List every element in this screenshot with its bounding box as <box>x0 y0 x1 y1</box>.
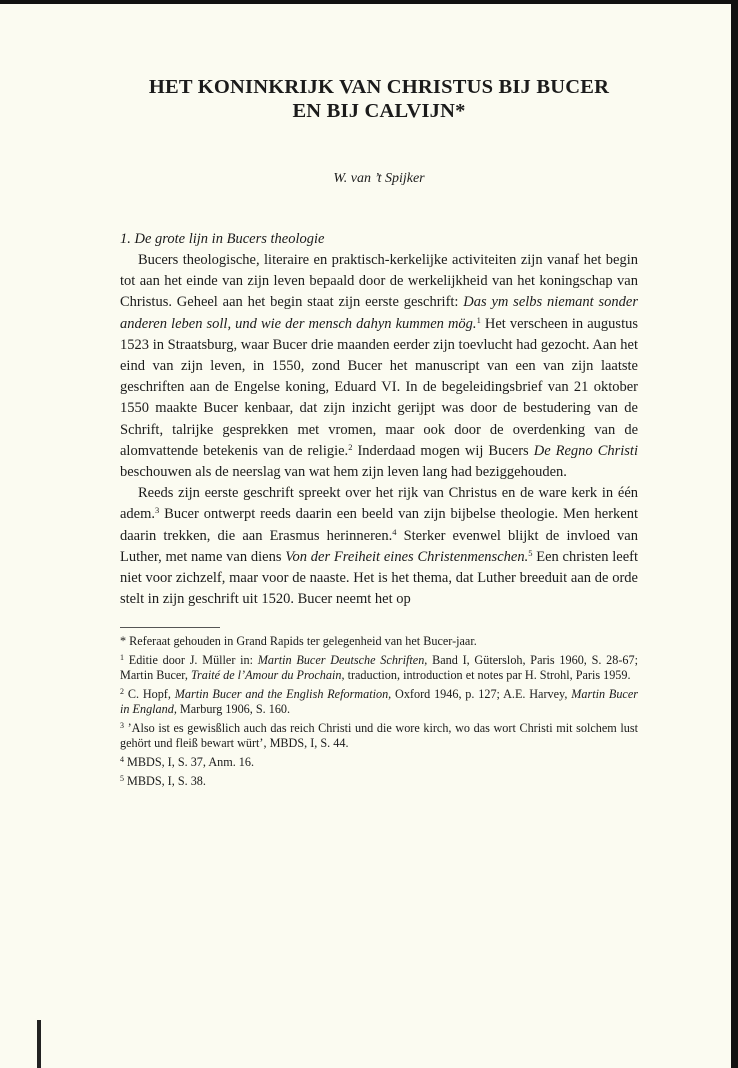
footnote-ref-5[interactable]: 5 <box>528 547 533 558</box>
footnote-2-italic-d: Martin Bucer in England, <box>120 687 638 717</box>
footnotes <box>120 634 638 789</box>
paragraph-1-italic-title-2: De Regno Christi <box>533 442 638 459</box>
article-title <box>120 75 638 123</box>
section-heading: 1. De grote lijn in Bucers theologie <box>120 231 325 247</box>
paragraph-2-text-3: Sterker evenwel blijkt de invloed van Luther, met name van diens <box>120 527 638 565</box>
title-line-1: HET KONINKRIJK VAN CHRISTUS BIJ BUCER <box>148 76 610 98</box>
footnote-1-italic-b: Martin Bucer Deutsche Schriften, <box>257 653 428 668</box>
footnote-2-text-a: C. Hopf, <box>124 687 175 702</box>
footnote-2 <box>120 687 638 717</box>
footnote-2-text-e: Marburg 1906, S. 160. <box>176 702 291 717</box>
footnote-5-text: MBDS, I, S. 38. <box>124 774 206 789</box>
paragraph-2-text-1: Reeds zijn eerste geschrift spreekt over het rijk van Christus en de ware kerk in één adem. <box>120 485 638 523</box>
scan-edge-top <box>0 0 738 4</box>
footnote-2-text-c: Oxford 1946, p. 127; A.E. Harvey, <box>391 687 572 702</box>
footnote-2-mark: 2 <box>120 687 124 697</box>
author: W. van ’t Spijker <box>333 171 425 186</box>
footnote-ref-1[interactable]: 1 <box>476 314 481 325</box>
footnote-3-text: ’Also ist es gewisßlich auch das reich Christi und die wore kirch, wo das wort Christi mit solchem lust gehört und fleiß bewart würt’, MBDS, I, S. 44. <box>120 721 638 751</box>
footnote-1-mark: 1 <box>120 653 124 663</box>
footnote-1-text-a: Editie door J. Müller in: <box>124 653 258 668</box>
footnote-3-mark: 3 <box>120 721 124 731</box>
paragraph-1-text-3: Inderdaad mogen wij Bucers <box>352 442 534 459</box>
footnote-1-text-e: traduction, introduction et notes par H. Strohl, Paris 1959. <box>344 668 631 683</box>
footnote-5-mark: 5 <box>120 774 124 784</box>
paragraph-2-text-4: Een christen leeft niet voor zichzelf, maar voor de naaste. Het is het thema, dat Luther breeduit aan de orde stelt in zijn geschrift uit 1520. Bucer neemt het op <box>120 548 638 608</box>
footnote-5 <box>120 774 638 789</box>
paragraph-2-italic-title: Von der Freiheit eines Christenmenschen. <box>285 548 529 565</box>
title-line-2: EN BIJ CALVIJN* <box>292 100 466 122</box>
paragraph-1-text-1: Bucers theologische, literaire en praktisch-kerkelijke activiteiten zijn vanaf het begin tot aan het einde van zijn leven bepaald door de werkelijkheid van het koningschap van Christus. Geheel aan het begin staat zijn eerste geschrift: <box>120 252 638 311</box>
paragraph-2 <box>120 483 638 610</box>
footnote-1-text-c: Band I, Gütersloh, Paris 1960, S. 28-67; Martin Bucer, <box>120 653 638 683</box>
paragraph-1 <box>120 250 638 483</box>
footnote-4-mark: 4 <box>120 755 124 765</box>
footnote-ref-3[interactable]: 3 <box>155 505 160 516</box>
footnote-3 <box>120 721 638 751</box>
paragraph-1-italic-title-1: Das ym selbs niemant sonder anderen leben soll, und wie der mensch dahyn kummen mög. <box>120 294 638 332</box>
footnote-ref-2[interactable]: 2 <box>348 441 353 452</box>
footnote-1-italic-d: Traité de l’Amour du Prochain, <box>190 668 345 683</box>
scan-edge-left <box>37 1020 41 1068</box>
paragraph-1-text-2: Het verscheen in augustus 1523 in Straatsburg, waar Bucer drie maanden eerder zijn toevlucht had gezocht. Aan het eind van zijn leven, in 1550, zond Bucer het manuscript van een van zijn laatste geschriften aan de Engelse koning, Eduard VI. In de begeleidingsbrief van 21 oktober 1550 maakte Bucer kenbaar, dat zijn inzicht gerijpt was door de bestudering van de Schrift, talrijke gesprekken met vromen, maar ook door de overdenking van de alomvattende betekenis van de religie. <box>120 315 638 459</box>
footnote-2-italic-b: Martin Bucer and the English Reformation, <box>174 687 392 702</box>
footnote-1 <box>120 653 638 683</box>
footnote-4-text: MBDS, I, S. 37, Anm. 16. <box>124 755 255 770</box>
footnote-ref-4[interactable]: 4 <box>392 526 397 537</box>
scan-edge-right <box>731 0 738 1068</box>
footnote-rule <box>120 627 220 628</box>
page-content <box>120 75 638 793</box>
footnote-4 <box>120 755 638 770</box>
footnote-star: * Referaat gehouden in Grand Rapids ter gelegenheid van het Bucer-jaar. <box>120 634 477 649</box>
paragraph-2-text-2: Bucer ontwerpt reeds daarin een beeld van zijn bijbelse theologie. Men herkent daarin trekken, die aan Erasmus herinneren. <box>120 506 638 544</box>
paragraph-1-text-4: beschouwen als de neerslag van wat hem zijn leven lang had beziggehouden. <box>120 464 567 481</box>
